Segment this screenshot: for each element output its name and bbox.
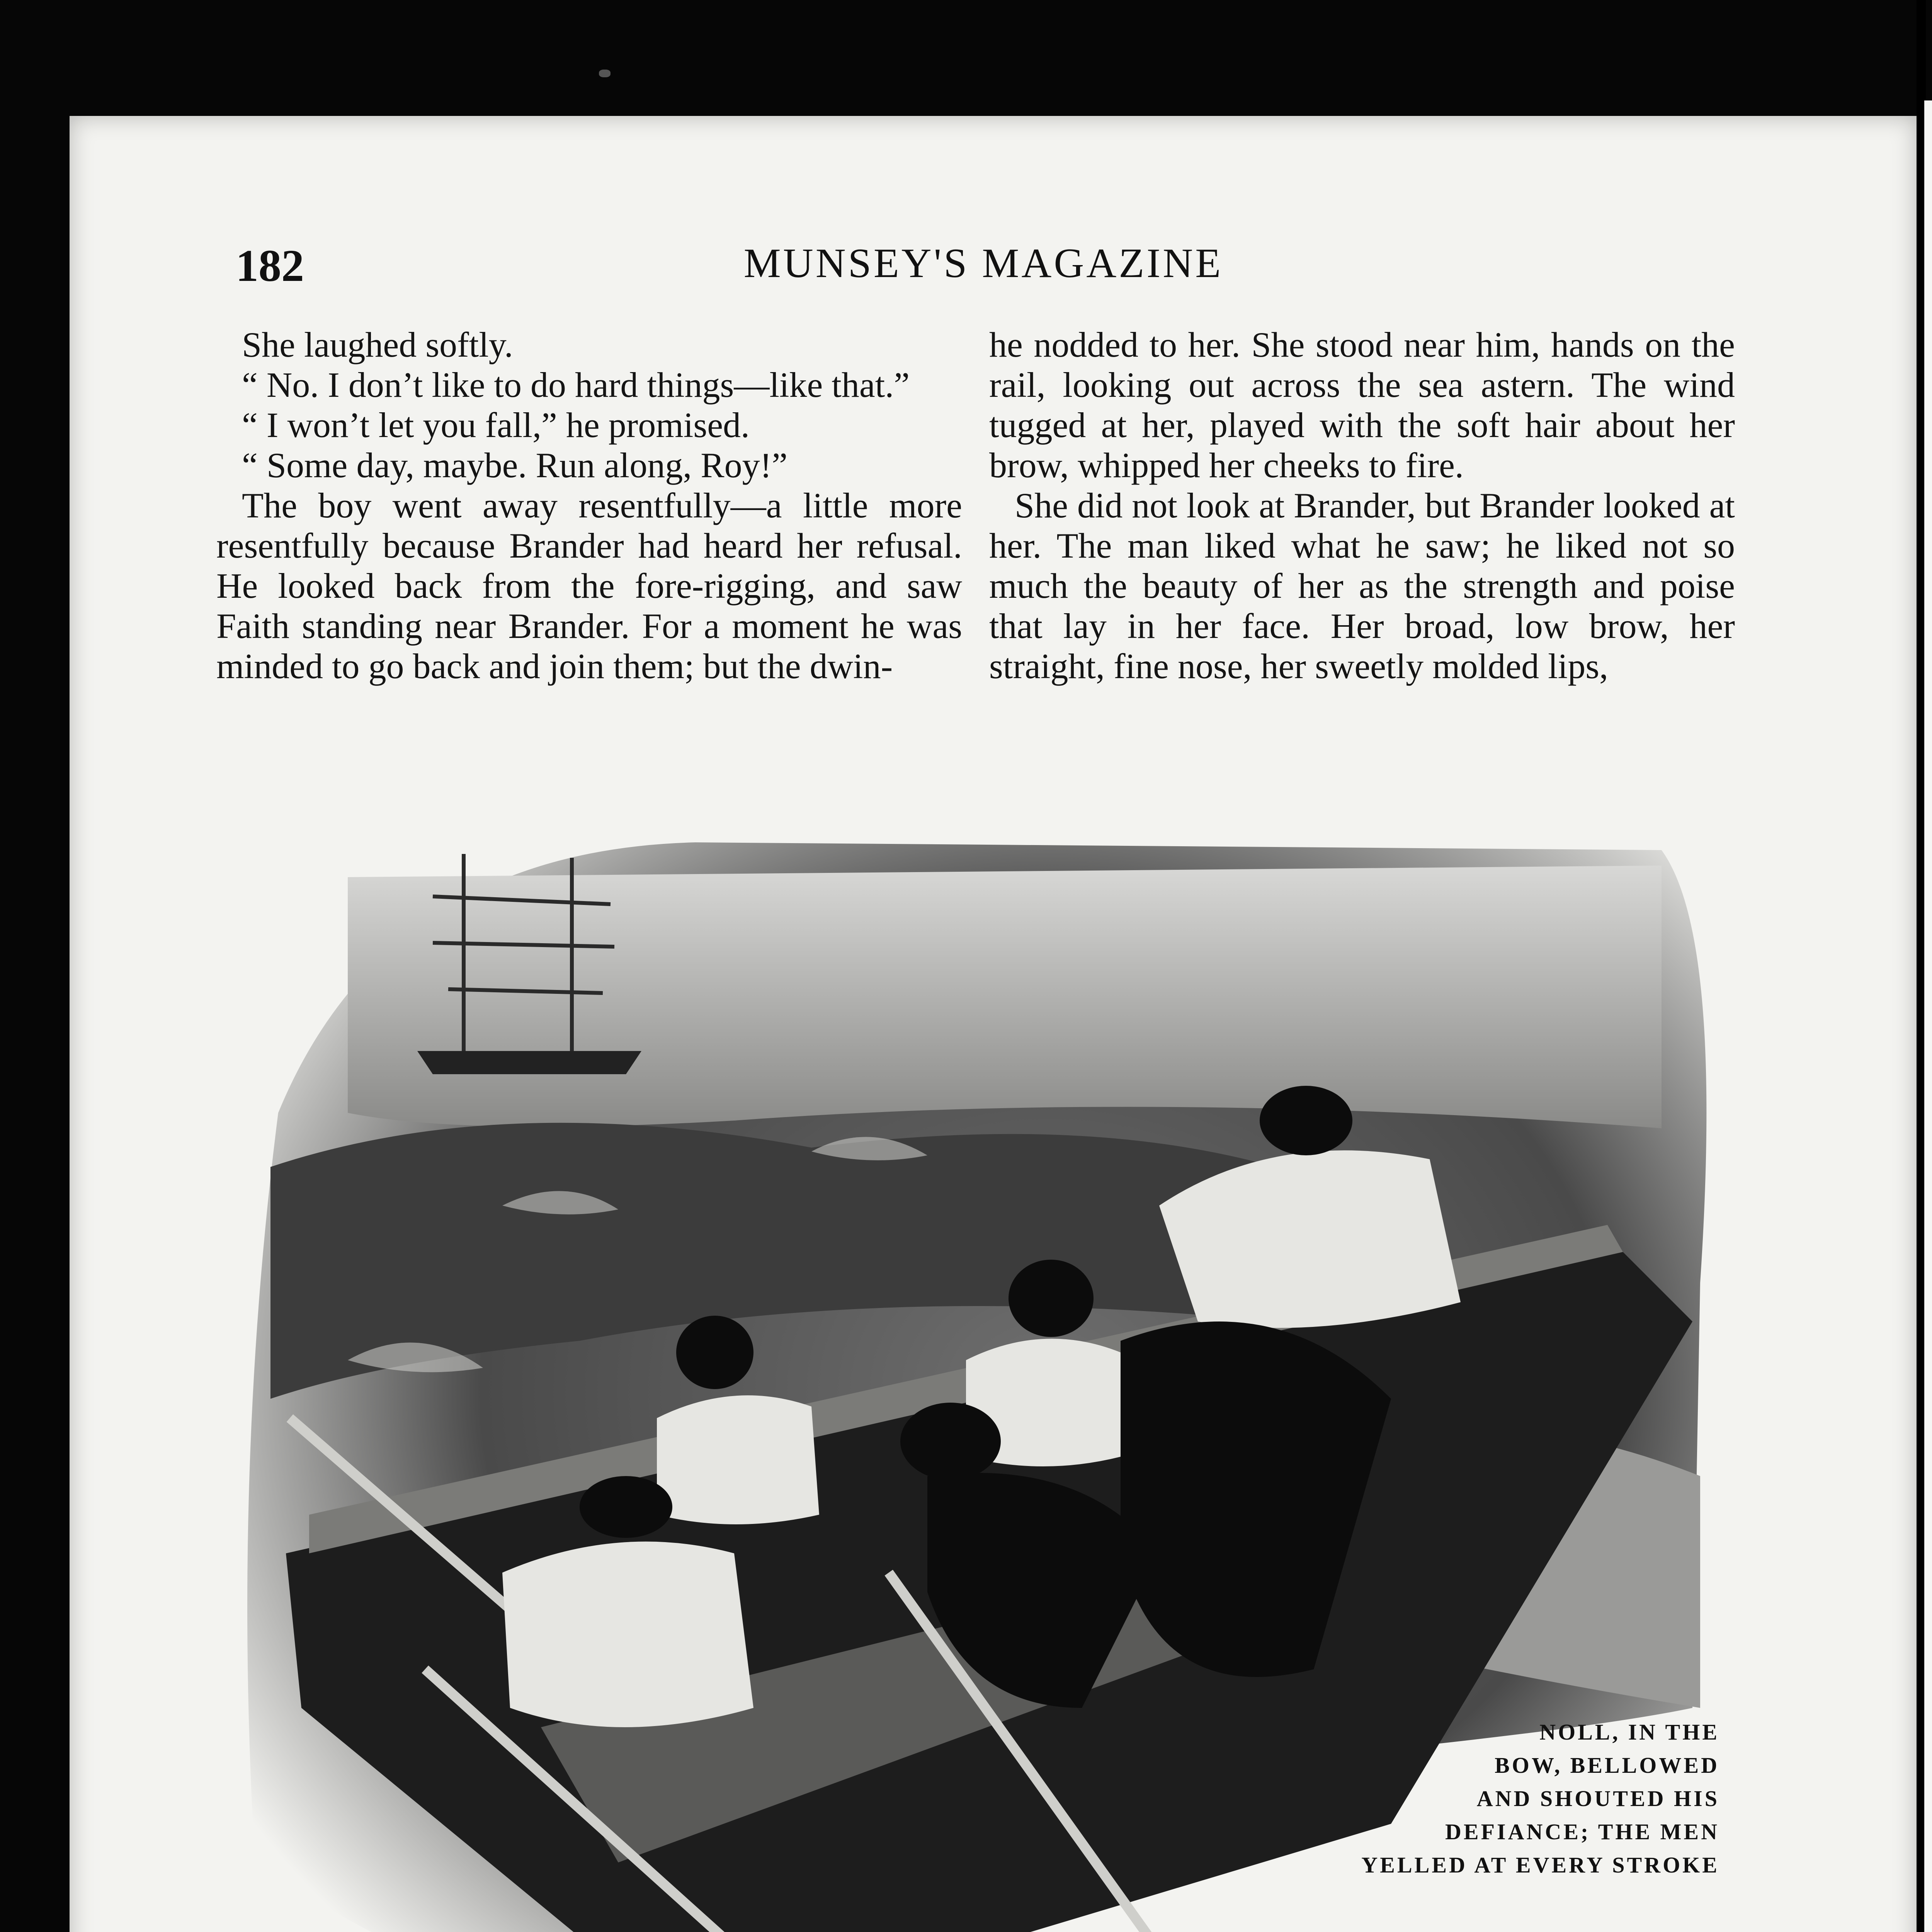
paragraph: She did not look at Brander, but Brander looked at her. The man liked what he saw; he liked not so much the beauty of her as the strength and poise that lay in her face. Her broad, low brow, her straight, fine nose, her sweetly molded lips,: [989, 486, 1735, 686]
paragraph: “ No. I don’t like to do hard things—like that.”: [242, 365, 910, 405]
page-number: 182: [236, 240, 304, 291]
caption-line: YELLED AT EVERY STROKE: [1361, 1852, 1719, 1878]
paragraph: The boy went away resentfully—a little more resentfully because Brander had heard her refusal. He looked back from the fore-rigging, and saw Faith standing near Brander. For a moment he was minded to go back and join them; but the dwin-: [216, 486, 962, 686]
paragraph: She laughed softly.: [242, 325, 513, 364]
page-header: [216, 240, 1750, 298]
caption-line: NOLL, IN THE: [1539, 1719, 1719, 1745]
facing-page-edge: [1924, 100, 1932, 1932]
illustration-caption: [1267, 1716, 1719, 1882]
text-column-top-right: [989, 325, 1735, 686]
paragraph: “ Some day, maybe. Run along, Roy!”: [242, 446, 788, 485]
caption-line: DEFIANCE; THE MEN: [1445, 1819, 1719, 1844]
scan-speck: [599, 70, 611, 77]
caption-line: BOW, BELLOWED: [1495, 1753, 1719, 1778]
paragraph: “ I won’t let you fall,” he promised.: [242, 405, 750, 445]
text-column-top-left: [216, 325, 962, 686]
running-head: MUNSEY'S MAGAZINE: [743, 240, 1223, 286]
caption-line: AND SHOUTED HIS: [1476, 1786, 1719, 1811]
paragraph: he nodded to her. She stood near him, hands on the rail, looking out across the sea astern. The wind tugged at her, played with the soft hair about her brow, whipped her cheeks to fire.: [989, 325, 1735, 485]
